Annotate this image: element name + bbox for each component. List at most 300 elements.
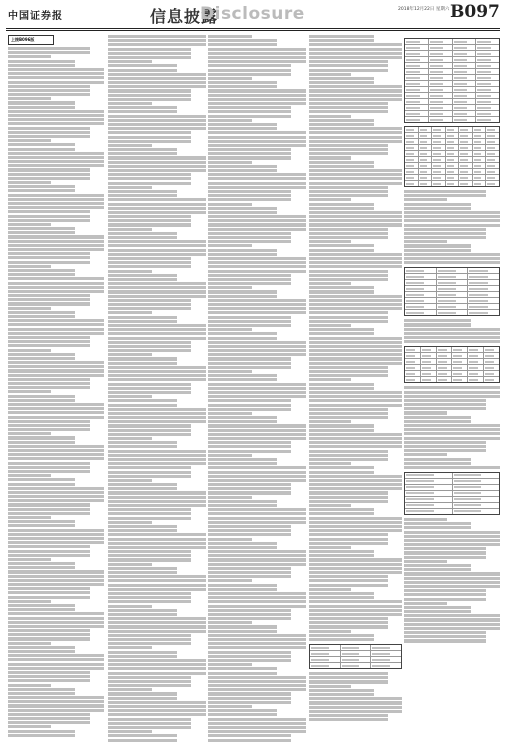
- text-line: [309, 433, 402, 436]
- text-line: [404, 623, 500, 626]
- text-line: [208, 491, 291, 494]
- text-line: [309, 110, 388, 113]
- text-line: [8, 466, 90, 469]
- text-line: [309, 412, 388, 415]
- text-line: [309, 588, 351, 591]
- text-line: [208, 630, 277, 633]
- text-line: [309, 525, 402, 528]
- text-line: [8, 671, 90, 674]
- table-cell: [476, 51, 499, 56]
- data-table: [309, 644, 402, 669]
- text-line: [309, 123, 374, 126]
- text-line: [108, 613, 177, 616]
- text-line: [404, 203, 471, 206]
- table-cell: [452, 359, 468, 364]
- table-cell: [405, 139, 419, 144]
- text-line: [108, 349, 191, 352]
- text-line: [309, 454, 388, 457]
- table-cell: [405, 111, 429, 116]
- text-line: [8, 332, 104, 335]
- text-line: [8, 307, 51, 310]
- text-line: [8, 390, 51, 393]
- text-line: [108, 471, 191, 474]
- text-line: [108, 144, 152, 147]
- text-line: [8, 436, 75, 439]
- text-line: [404, 328, 500, 331]
- text-line: [8, 604, 75, 607]
- text-line: [8, 210, 90, 213]
- text-line: [108, 232, 177, 235]
- text-line: [108, 81, 206, 84]
- text-line: [309, 387, 374, 390]
- text-line: [108, 73, 206, 76]
- text-line: [309, 127, 402, 130]
- text-line: [108, 705, 206, 708]
- table-cell: [437, 353, 453, 358]
- table-cell: [310, 663, 341, 668]
- text-line: [404, 445, 486, 448]
- table-cell: [468, 280, 499, 285]
- text-line: [8, 85, 90, 88]
- text-line: [309, 198, 351, 201]
- text-line: [208, 161, 252, 164]
- text-line: [208, 579, 252, 582]
- text-line: [208, 475, 306, 478]
- text-line: [8, 545, 90, 548]
- text-line: [8, 558, 51, 561]
- table-cell: [405, 127, 419, 132]
- text-line: [8, 156, 104, 159]
- text-line: [108, 278, 177, 281]
- table-cell: [405, 151, 419, 156]
- text-line: [309, 345, 402, 348]
- text-column-4: [309, 35, 402, 743]
- table-cell: [453, 63, 477, 68]
- text-line: [108, 684, 191, 687]
- text-line: [8, 101, 75, 104]
- text-line: [208, 688, 306, 691]
- text-line: [8, 323, 104, 326]
- text-line: [309, 148, 388, 151]
- table-cell: [429, 39, 453, 44]
- text-line: [8, 713, 90, 716]
- text-line: [8, 483, 75, 486]
- text-line: [8, 529, 104, 532]
- text-line: [8, 416, 104, 419]
- text-line: [108, 692, 177, 695]
- text-line: [208, 533, 291, 536]
- text-line: [8, 407, 104, 410]
- table-cell: [468, 292, 499, 297]
- text-line: [309, 236, 388, 239]
- text-line: [404, 531, 500, 534]
- table-cell: [476, 63, 499, 68]
- text-line: [108, 680, 191, 683]
- text-line: [108, 500, 206, 503]
- text-line: [309, 186, 388, 189]
- text-line: [309, 697, 402, 700]
- text-line: [208, 399, 291, 402]
- text-line: [8, 47, 90, 50]
- continuation-box: 上接B096版: [8, 35, 54, 45]
- text-line: [208, 667, 277, 670]
- text-line: [208, 634, 306, 637]
- text-line: [208, 609, 291, 612]
- table-cell: [405, 371, 421, 376]
- table-cell: [486, 175, 499, 180]
- text-line: [108, 642, 191, 645]
- text-line: [309, 39, 374, 42]
- text-line: [309, 341, 402, 344]
- text-line: [208, 236, 291, 239]
- table-cell: [405, 93, 429, 98]
- text-line: [208, 52, 306, 55]
- text-line: [108, 127, 206, 130]
- text-line: [208, 173, 306, 176]
- table-cell: [459, 157, 473, 162]
- text-line: [108, 203, 206, 206]
- text-line: [8, 474, 51, 477]
- text-line: [208, 152, 291, 155]
- text-line: [8, 403, 104, 406]
- text-line: [404, 449, 486, 452]
- text-line: [404, 518, 447, 521]
- text-line: [8, 60, 75, 63]
- table-cell: [405, 473, 453, 478]
- text-line: [309, 550, 374, 553]
- text-line: [309, 98, 402, 101]
- table-cell: [341, 657, 372, 662]
- text-line: [404, 462, 471, 465]
- text-line: [8, 399, 75, 402]
- column-1-body: [8, 47, 104, 737]
- text-line: [8, 583, 104, 586]
- text-line: [309, 190, 388, 193]
- text-line: [8, 629, 90, 632]
- table-cell: [405, 353, 421, 358]
- text-line: [208, 270, 306, 273]
- text-line: [404, 568, 471, 571]
- text-line: [8, 428, 90, 431]
- text-line: [309, 676, 388, 679]
- text-line: [404, 547, 486, 550]
- text-line: [309, 311, 388, 314]
- table-cell: [446, 163, 460, 168]
- text-line: [309, 303, 402, 306]
- text-line: [309, 487, 402, 490]
- table-cell: [452, 377, 468, 382]
- table-cell: [429, 57, 453, 62]
- text-line: [404, 395, 500, 398]
- text-line: [309, 517, 402, 520]
- text-line: [309, 538, 388, 541]
- table-cell: [437, 359, 453, 364]
- table-cell: [459, 169, 473, 174]
- text-line: [309, 94, 402, 97]
- text-line: [8, 541, 104, 544]
- text-line: [108, 575, 206, 578]
- text-line: [208, 207, 277, 210]
- table-cell: [453, 51, 477, 56]
- column-5-body: [404, 38, 500, 643]
- table-cell: [473, 175, 487, 180]
- table-cell: [405, 163, 419, 168]
- text-line: [108, 688, 152, 691]
- text-line: [208, 203, 252, 206]
- text-line: [208, 546, 277, 549]
- text-line: [309, 169, 402, 172]
- text-line: [8, 189, 75, 192]
- text-line: [208, 613, 291, 616]
- text-line: [8, 470, 90, 473]
- table-cell: [437, 371, 453, 376]
- text-line: [208, 140, 306, 143]
- table-cell: [405, 491, 453, 496]
- text-line: [108, 646, 152, 649]
- text-line: [309, 274, 388, 277]
- text-line: [8, 76, 104, 79]
- text-line: [309, 621, 388, 624]
- table-cell: [476, 87, 499, 92]
- text-line: [309, 404, 402, 407]
- text-line: [208, 404, 291, 407]
- text-line: [404, 407, 486, 410]
- text-line: [404, 403, 486, 406]
- text-line: [108, 52, 191, 55]
- text-line: [8, 374, 104, 377]
- text-line: [108, 136, 191, 139]
- text-line: [404, 602, 447, 605]
- text-line: [208, 734, 291, 737]
- text-line: [208, 395, 306, 398]
- text-line: [404, 240, 447, 243]
- text-line: [108, 131, 191, 134]
- text-line: [8, 658, 104, 661]
- text-line: [8, 328, 104, 331]
- text-line: [108, 584, 206, 587]
- text-line: [404, 336, 500, 339]
- text-line: [309, 81, 374, 84]
- text-line: [8, 118, 104, 121]
- table-cell: [446, 181, 460, 186]
- table-cell: [421, 353, 437, 358]
- text-line: [309, 332, 374, 335]
- text-line: [208, 713, 277, 716]
- text-line: [108, 734, 177, 737]
- text-line: [8, 684, 51, 687]
- text-line: [309, 173, 402, 176]
- text-line: [8, 445, 104, 448]
- text-line: [309, 634, 374, 637]
- text-line: [208, 642, 306, 645]
- text-line: [309, 638, 374, 641]
- text-line: [208, 228, 306, 231]
- text-line: [108, 198, 206, 201]
- text-line: [108, 106, 177, 109]
- text-line: [208, 454, 252, 457]
- table-cell: [468, 286, 499, 291]
- text-line: [8, 596, 90, 599]
- text-line: [208, 73, 291, 76]
- text-line: [208, 232, 291, 235]
- table-cell: [484, 377, 499, 382]
- text-line: [404, 224, 500, 227]
- text-line: [404, 411, 447, 414]
- text-line: [309, 491, 388, 494]
- text-line: [8, 420, 90, 423]
- table-cell: [429, 87, 453, 92]
- table-row: [405, 310, 499, 315]
- table-cell: [437, 292, 469, 297]
- text-line: [309, 466, 374, 469]
- text-line: [309, 378, 351, 381]
- text-line: [8, 81, 104, 84]
- text-line: [108, 207, 206, 210]
- text-line: [8, 667, 104, 670]
- text-line: [208, 651, 291, 654]
- text-line: [309, 232, 388, 235]
- text-line: [208, 479, 306, 482]
- table-row: [405, 117, 499, 122]
- text-line: [309, 165, 374, 168]
- text-line: [309, 106, 388, 109]
- table-cell: [468, 377, 484, 382]
- text-line: [404, 577, 500, 580]
- text-line: [309, 144, 388, 147]
- text-line: [8, 688, 75, 691]
- text-line: [108, 617, 206, 620]
- table-cell: [459, 175, 473, 180]
- text-line: [208, 282, 291, 285]
- text-line: [8, 164, 104, 167]
- text-line: [8, 244, 104, 247]
- table-cell: [405, 57, 429, 62]
- column-4-body: [309, 35, 402, 721]
- text-line: [404, 606, 471, 609]
- text-line: [108, 630, 206, 633]
- text-line: [108, 362, 177, 365]
- text-column-5: [404, 35, 500, 743]
- text-line: [208, 571, 291, 574]
- section-title: 信息披露: [150, 7, 219, 26]
- text-line: [8, 386, 90, 389]
- text-line: [208, 60, 306, 63]
- text-line: [309, 408, 388, 411]
- text-line: [309, 85, 402, 88]
- text-line: [208, 169, 277, 172]
- text-line: [108, 98, 191, 101]
- text-line: [208, 504, 277, 507]
- text-line: [108, 316, 177, 319]
- text-line: [208, 487, 291, 490]
- text-line: [8, 608, 75, 611]
- table-cell: [405, 509, 453, 514]
- text-line: [309, 579, 388, 582]
- table-cell: [419, 145, 433, 150]
- text-line: [108, 290, 206, 293]
- text-line: [8, 215, 90, 218]
- text-line: [404, 207, 471, 210]
- text-line: [8, 562, 75, 565]
- text-line: [404, 585, 500, 588]
- text-line: [108, 579, 206, 582]
- table-cell: [468, 304, 499, 309]
- text-line: [309, 140, 402, 143]
- header-rule-thin: [6, 30, 500, 31]
- text-line: [8, 721, 90, 724]
- text-line: [208, 408, 291, 411]
- text-line: [108, 35, 206, 38]
- text-line: [309, 471, 374, 474]
- text-line: [404, 564, 471, 567]
- text-line: [208, 362, 291, 365]
- text-line: [404, 236, 486, 239]
- table-cell: [405, 347, 421, 352]
- text-line: [208, 521, 306, 524]
- text-line: [208, 307, 306, 310]
- text-line: [108, 244, 206, 247]
- table-cell: [476, 57, 499, 62]
- text-line: [108, 525, 177, 528]
- table-cell: [453, 87, 477, 92]
- text-line: [8, 139, 51, 142]
- text-line: [8, 290, 104, 293]
- text-line: [108, 651, 177, 654]
- text-line: [404, 190, 486, 193]
- text-line: [108, 148, 177, 151]
- text-line: [108, 286, 206, 289]
- text-line: [8, 524, 75, 527]
- text-line: [208, 517, 306, 520]
- text-line: [8, 265, 51, 268]
- text-line: [108, 140, 191, 143]
- text-line: [309, 136, 402, 139]
- text-line: [8, 520, 75, 523]
- text-line: [108, 487, 177, 490]
- text-line: [309, 479, 402, 482]
- text-line: [208, 303, 306, 306]
- table-row: [405, 181, 499, 186]
- text-line: [8, 633, 90, 636]
- text-line: [8, 311, 75, 314]
- text-line: [208, 726, 306, 729]
- text-line: [404, 257, 500, 260]
- text-line: [108, 341, 191, 344]
- text-line: [208, 244, 252, 247]
- text-line: [208, 672, 277, 675]
- text-line: [404, 416, 471, 419]
- text-line: [108, 64, 177, 67]
- text-line: [404, 432, 500, 435]
- table-cell: [429, 81, 453, 86]
- text-line: [8, 591, 90, 594]
- text-line: [208, 295, 277, 298]
- text-line: [8, 700, 104, 703]
- table-cell: [341, 663, 372, 668]
- text-line: [309, 253, 402, 256]
- text-line: [108, 475, 191, 478]
- text-line: [208, 638, 306, 641]
- text-line: [108, 416, 206, 419]
- text-line: [108, 152, 177, 155]
- text-line: [404, 581, 500, 584]
- table-cell: [446, 157, 460, 162]
- text-line: [309, 257, 402, 260]
- table-cell: [468, 347, 484, 352]
- text-line: [309, 450, 388, 453]
- text-line: [208, 412, 252, 415]
- table-cell: [371, 657, 401, 662]
